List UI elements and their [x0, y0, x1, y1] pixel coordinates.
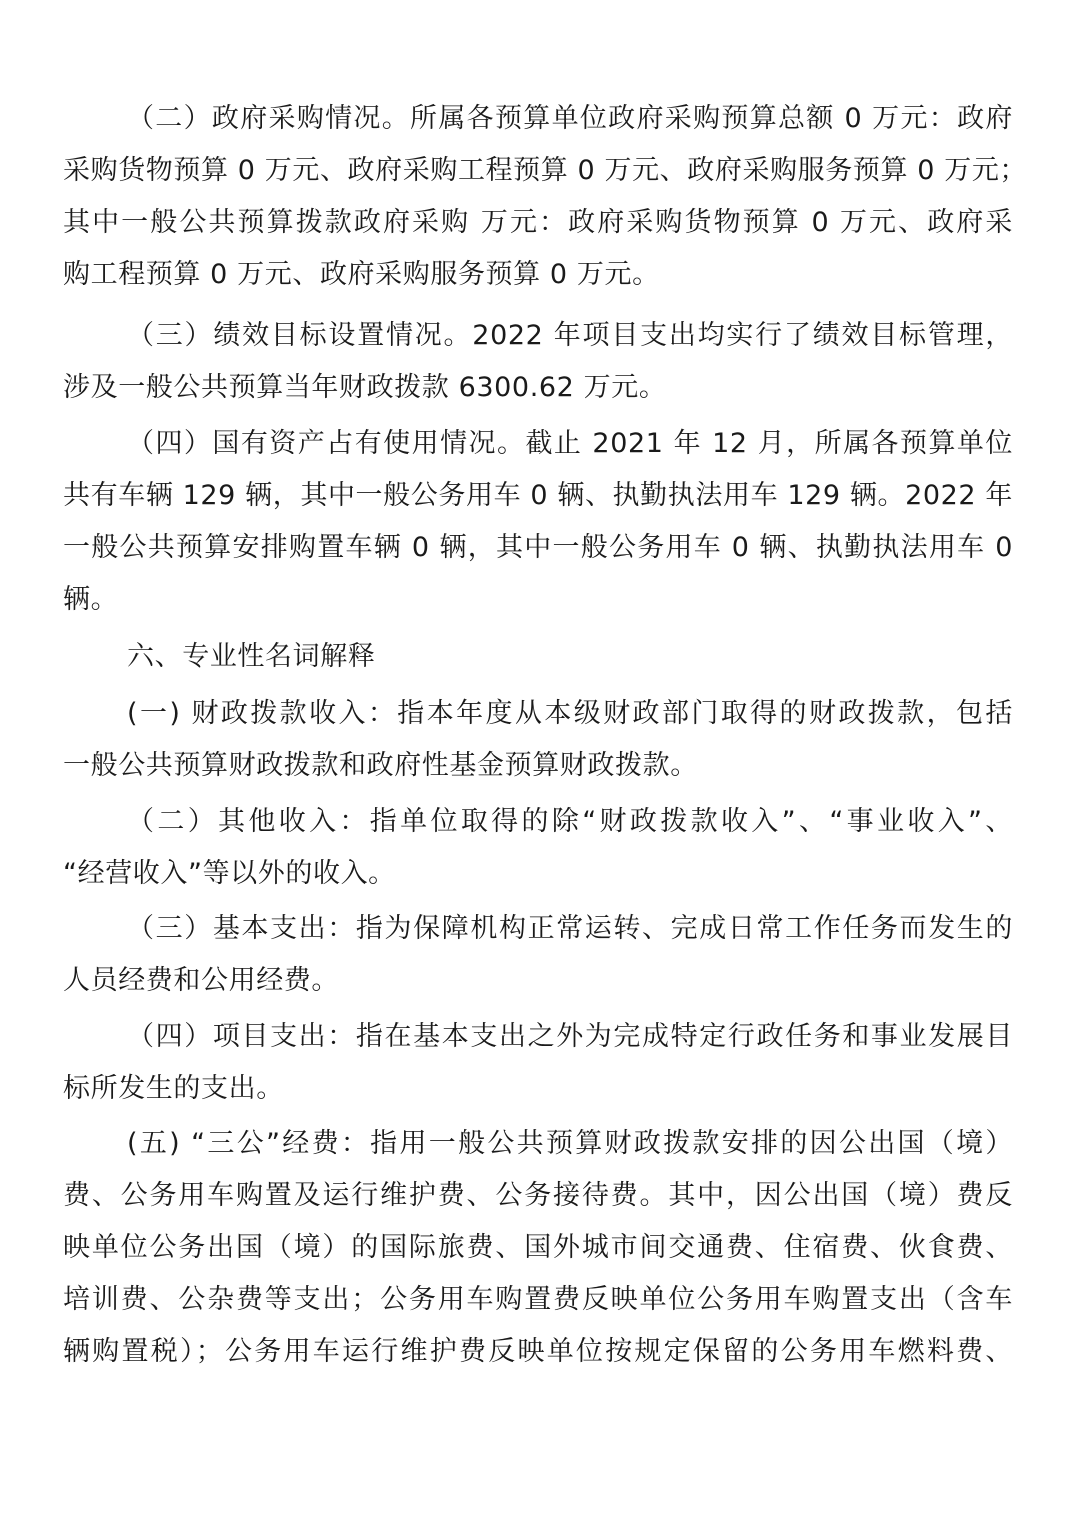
paragraph-line: 涉及一般公共预算当年财政拨款 6300.62 万元。 — [63, 372, 667, 403]
paragraph-line: 其中一般公共预算拨款政府采购 万元：政府采购货物预算 0 万元、政府采 — [63, 207, 1013, 238]
paragraph-line: 购工程预算 0 万元、政府采购服务预算 0 万元。 — [63, 259, 660, 290]
paragraph-line: 标所发生的支出。 — [63, 1073, 284, 1104]
paragraph-line: (五) “三公”经费：指用一般公共预算财政拨款安排的因公出国（境） — [127, 1128, 1013, 1159]
paragraph-project-expenditure — [63, 1011, 1013, 1115]
paragraph-line: 采购货物预算 0 万元、政府采购工程预算 0 万元、政府采购服务预算 0 万元； — [63, 155, 1028, 186]
paragraph-line: （三）绩效目标设置情况。2022 年项目支出均实行了绩效目标管理， — [127, 320, 1013, 351]
paragraph-line: 培训费、公杂费等支出；公务用车购置费反映单位公务用车购置支出（含车 — [63, 1284, 1013, 1315]
section-heading: 六、专业性名词解释 — [127, 641, 376, 672]
paragraph-line: 映单位公务出国（境）的国际旅费、国外城市间交通费、住宿费、伙食费、 — [63, 1232, 1013, 1263]
paragraph-basic-expenditure — [63, 903, 1013, 1007]
paragraph-line: (一) 财政拨款收入：指本年度从本级财政部门取得的财政拨款，包括 — [127, 698, 1013, 729]
paragraph-line: 辆购置税）；公务用车运行维护费反映单位按规定保留的公务用车燃料费、 — [63, 1336, 1013, 1367]
paragraph-line: 一般公共预算财政拨款和政府性基金预算财政拨款。 — [63, 750, 698, 781]
paragraph-line: 人员经费和公用经费。 — [63, 965, 339, 996]
paragraph-line: 一般公共预算安排购置车辆 0 辆，其中一般公务用车 0 辆、执勤执法用车 0 — [63, 532, 1013, 563]
paragraph-fiscal-appropriation-income — [63, 688, 1013, 792]
paragraph-line: 辆。 — [63, 584, 119, 615]
paragraph-line: （三）基本支出：指为保障机构正常运转、完成日常工作任务而发生的 — [127, 913, 1013, 944]
paragraph-line: 共有车辆 129 辆，其中一般公务用车 0 辆、执勤执法用车 129 辆。2022 年 — [63, 480, 1013, 511]
paragraph-line: （二）政府采购情况。所属各预算单位政府采购预算总额 0 万元：政府 — [127, 103, 1013, 134]
paragraph-three-public-expenses — [63, 1118, 1013, 1378]
paragraph-line: “经营收入”等以外的收入。 — [63, 858, 396, 889]
paragraph-other-income — [63, 796, 1013, 900]
paragraph-state-assets — [63, 418, 1013, 626]
paragraph-performance-targets — [63, 310, 1013, 414]
section-heading-glossary — [63, 631, 1013, 683]
paragraph-line: （二）其他收入：指单位取得的除“财政拨款收入”、“事业收入”、 — [127, 806, 1013, 837]
paragraph-line: （四）项目支出：指在基本支出之外为完成特定行政任务和事业发展目 — [127, 1021, 1013, 1052]
paragraph-line: 费、公务用车购置及运行维护费、公务接待费。其中，因公出国（境）费反 — [63, 1180, 1013, 1211]
paragraph-government-procurement — [63, 93, 1028, 301]
paragraph-line: （四）国有资产占有使用情况。截止 2021 年 12 月，所属各预算单位 — [127, 428, 1013, 459]
